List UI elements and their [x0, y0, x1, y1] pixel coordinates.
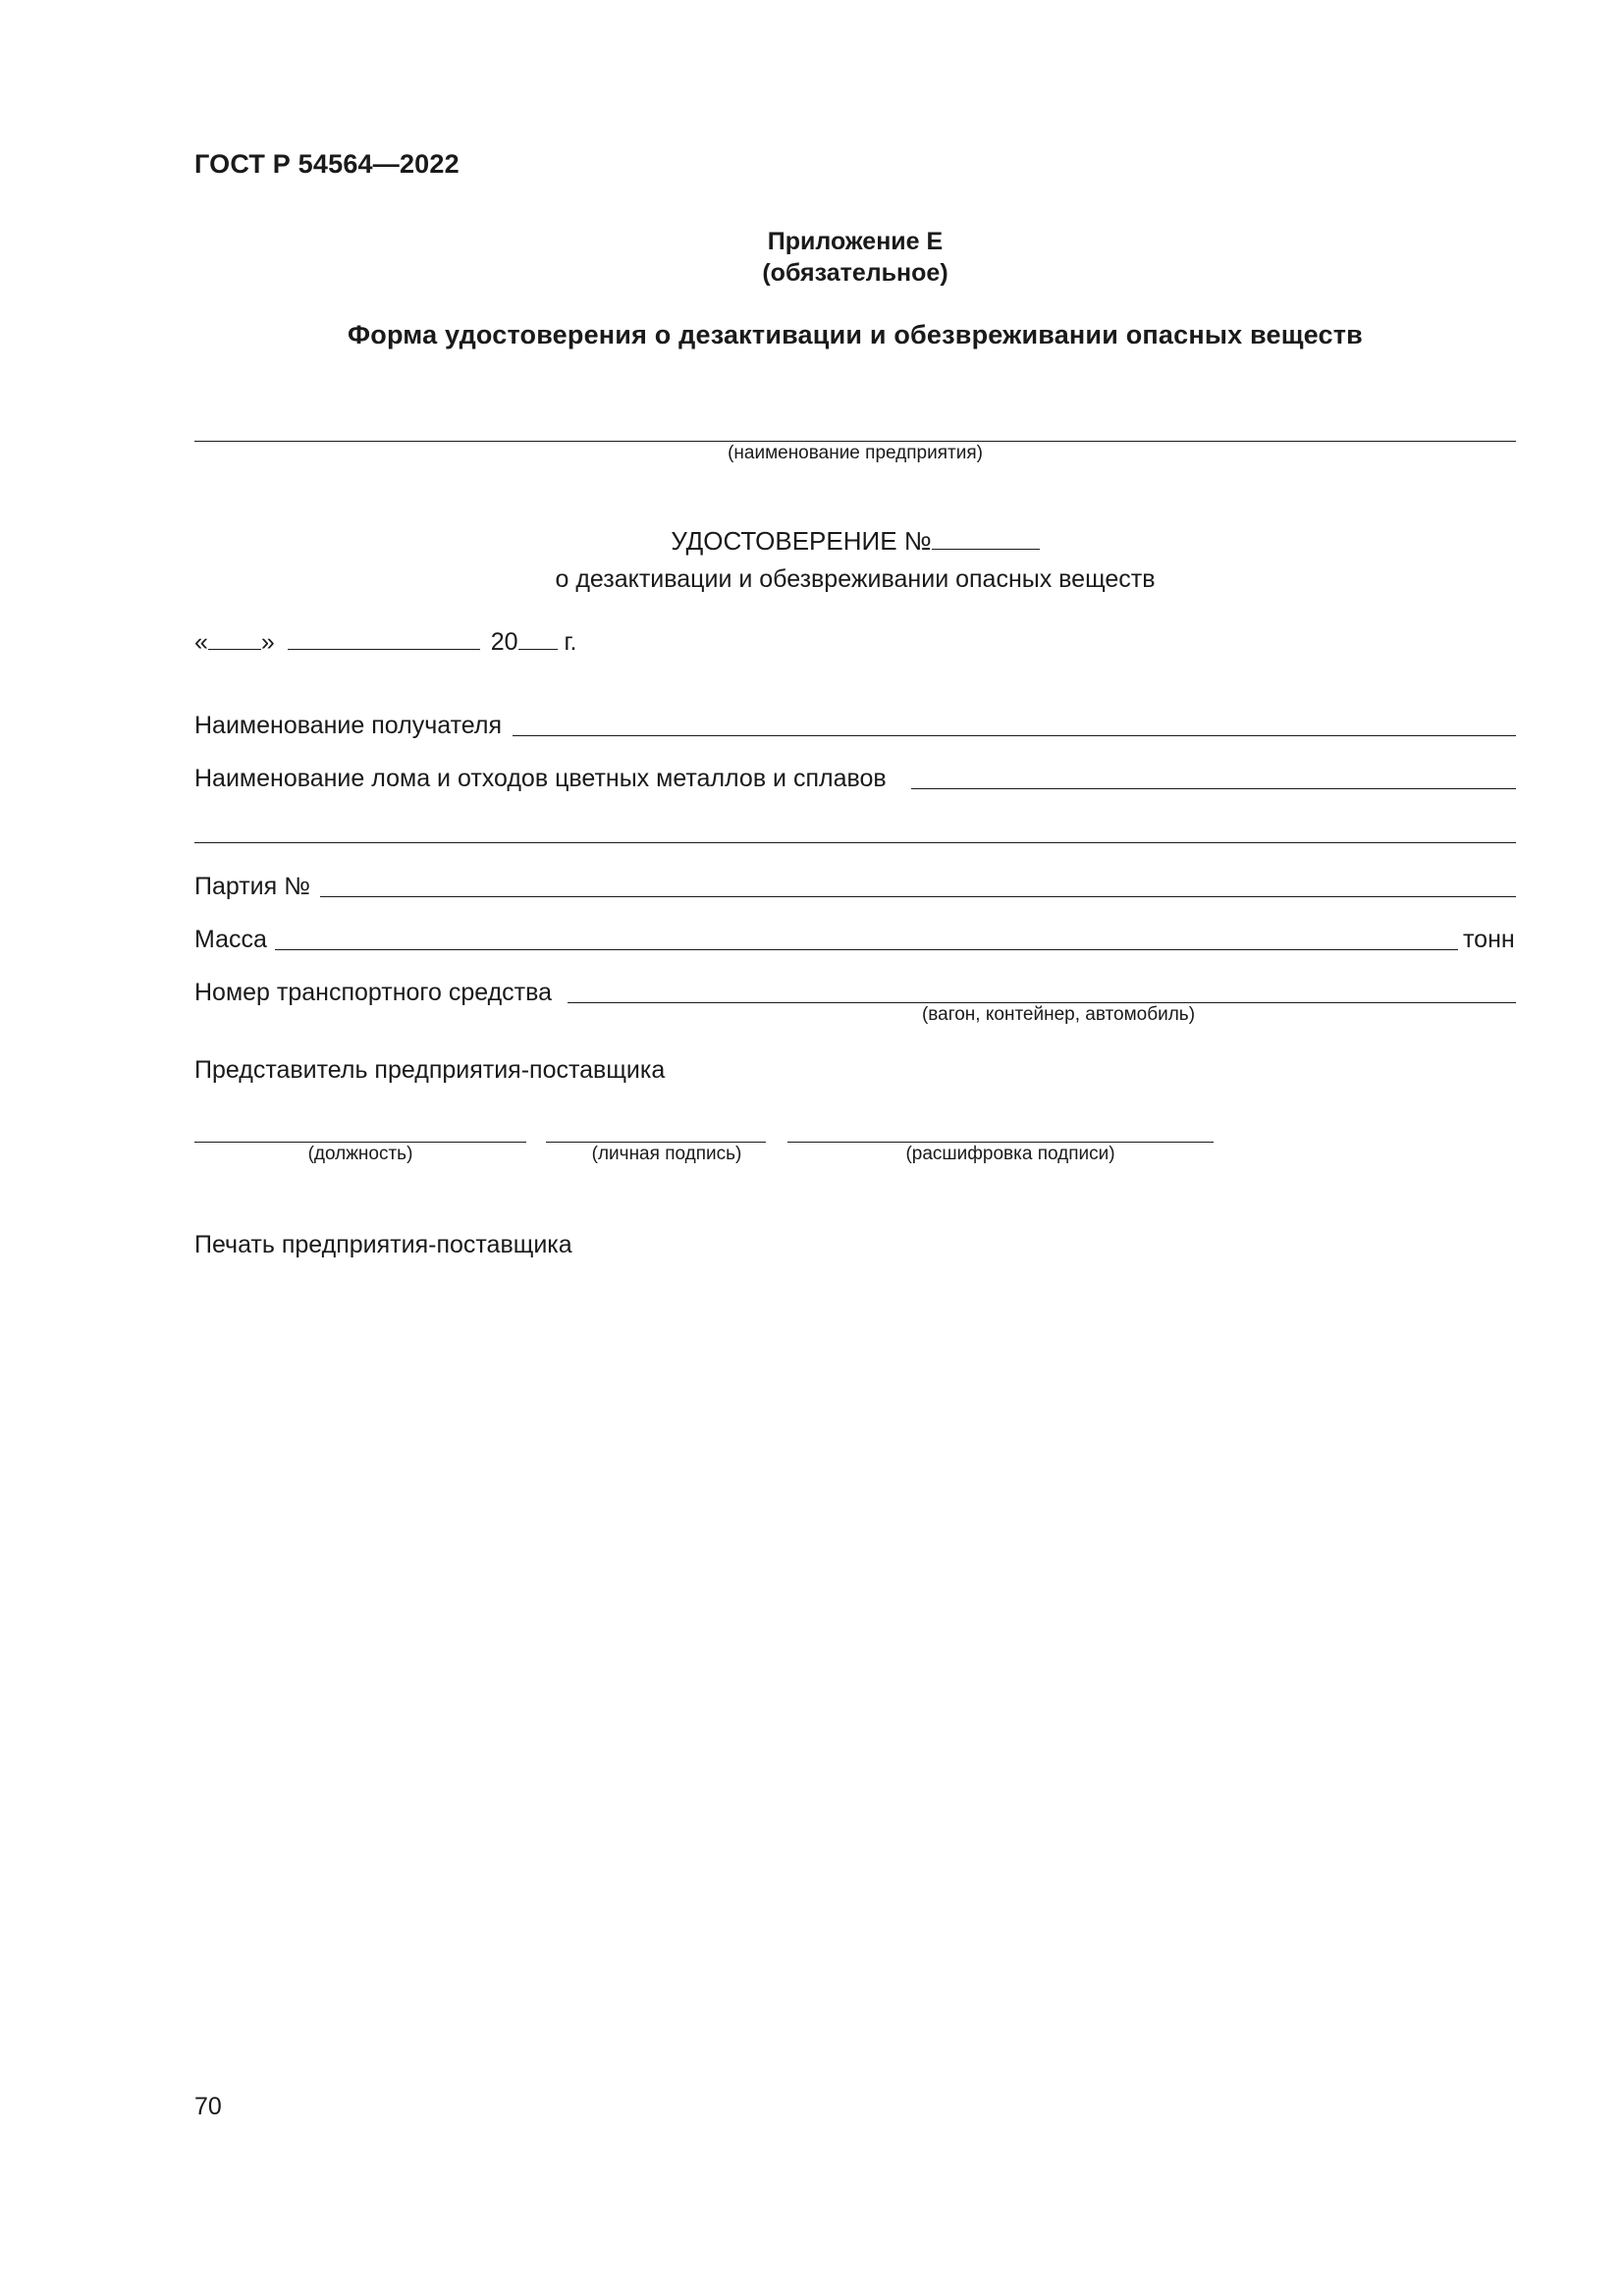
- decoding-caption: (расшифровка подписи): [905, 1144, 1115, 1164]
- appendix-status: (обязательное): [762, 259, 948, 287]
- certificate-title-text: УДОСТОВЕРЕНИЕ №: [671, 526, 932, 556]
- enterprise-name-line[interactable]: [194, 441, 1516, 442]
- recipient-field-line[interactable]: [513, 735, 1516, 736]
- vehicle-field-line[interactable]: [568, 1002, 1516, 1003]
- date-open-quote: «: [194, 628, 208, 656]
- date-close-quote: »: [260, 628, 275, 656]
- mass-label: Масса: [194, 926, 267, 953]
- certificate-number-blank[interactable]: [932, 527, 1040, 550]
- position-caption: (должность): [307, 1144, 413, 1164]
- month-blank[interactable]: [288, 629, 480, 650]
- scrap-label: Наименование лома и отходов цветных металлов и сплавов: [194, 765, 887, 792]
- position-line[interactable]: [194, 1142, 526, 1143]
- representative-label: Представитель предприятия-поставщика: [194, 1056, 666, 1084]
- recipient-label: Наименование получателя: [194, 712, 502, 739]
- date-line: [194, 628, 577, 657]
- batch-label: Партия №: [194, 873, 310, 900]
- scrap-field-line[interactable]: [911, 788, 1516, 789]
- batch-field-line[interactable]: [320, 896, 1516, 897]
- day-blank[interactable]: [208, 629, 261, 650]
- year-suffix: г.: [564, 628, 577, 656]
- vehicle-caption: (вагон, контейнер, автомобиль): [921, 1004, 1196, 1025]
- form-title: Форма удостоверения о дезактивации и обезвреживании опасных веществ: [348, 320, 1363, 349]
- mass-unit: тонн: [1463, 926, 1515, 953]
- appendix-title: Приложение Е: [767, 228, 944, 255]
- signature-caption: (личная подпись): [591, 1144, 742, 1164]
- standard-code: ГОСТ Р 54564—2022: [194, 149, 460, 179]
- mass-field-line[interactable]: [275, 949, 1458, 950]
- scrap-field-line-continued[interactable]: [194, 842, 1516, 843]
- certificate-subtitle: о дезактивации и обезвреживании опасных веществ: [555, 565, 1156, 593]
- signature-line[interactable]: [546, 1142, 766, 1143]
- vehicle-label: Номер транспортного средства: [194, 979, 553, 1006]
- stamp-label: Печать предприятия-поставщика: [194, 1231, 572, 1258]
- signature-decoding-line[interactable]: [787, 1142, 1214, 1143]
- year-prefix: 20: [490, 628, 518, 656]
- year-blank[interactable]: [518, 629, 558, 650]
- enterprise-caption: (наименование предприятия): [728, 443, 983, 463]
- page-number: 70: [194, 2093, 222, 2120]
- certificate-title: [194, 526, 1516, 557]
